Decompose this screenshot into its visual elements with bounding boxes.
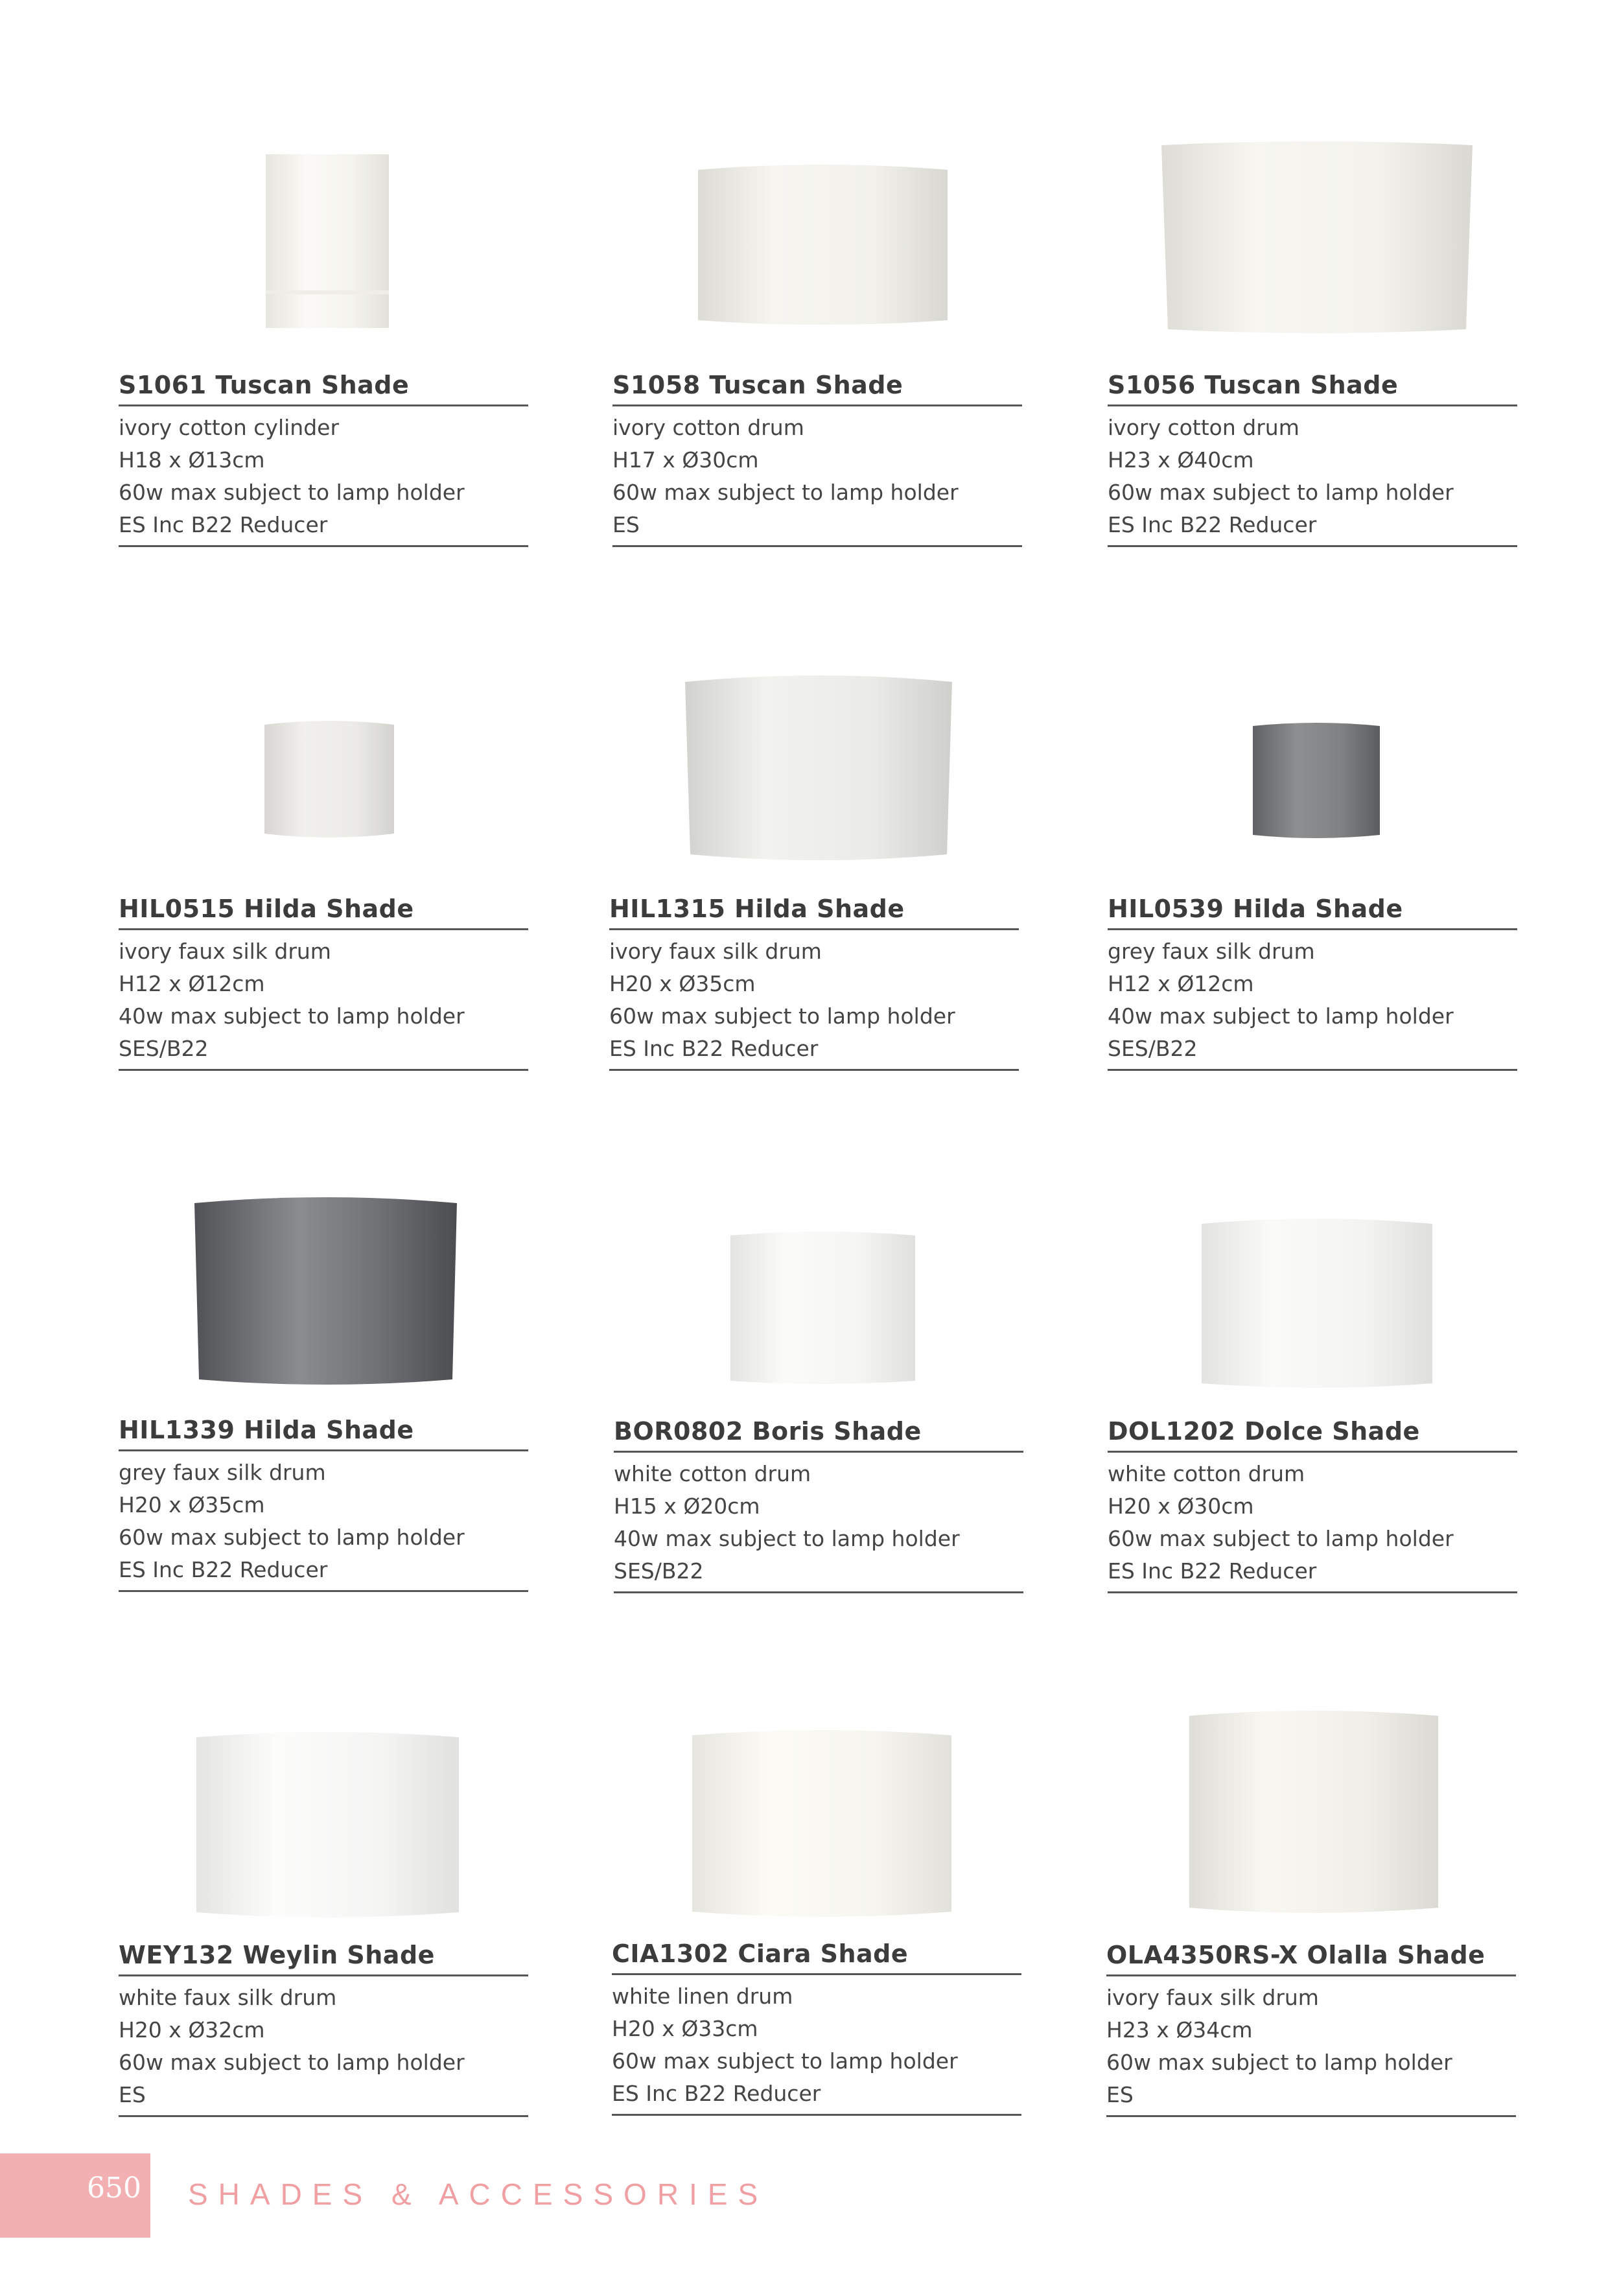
spec-material: white cotton drum	[1108, 1461, 1305, 1486]
spec-fitting: SES/B22	[1108, 1036, 1198, 1061]
shade-image	[685, 672, 952, 863]
product-title: S1061 Tuscan Shade	[119, 368, 528, 406]
spec-material: white faux silk drum	[119, 1985, 337, 2010]
product-title: HIL0515 Hilda Shade	[119, 892, 528, 930]
spec-material: ivory faux silk drum	[1106, 1985, 1319, 2010]
spec-fitting: SES/B22	[614, 1558, 704, 1584]
spec-dimensions: H20 x Ø33cm	[612, 2016, 758, 2041]
spec-dimensions: H15 x Ø20cm	[614, 1494, 760, 1519]
spec-material: grey faux silk drum	[119, 1460, 326, 1485]
spec-material: white cotton drum	[614, 1461, 811, 1486]
spec-fitting: ES	[119, 2082, 146, 2107]
product-specs	[612, 1975, 1021, 2116]
spec-dimensions: H20 x Ø30cm	[1108, 1494, 1254, 1519]
spec-dimensions: H12 x Ø12cm	[119, 971, 265, 996]
spec-wattage: 60w max subject to lamp holder	[119, 2050, 465, 2075]
product-specs	[609, 930, 1019, 1071]
spec-fitting: ES Inc B22 Reducer	[1108, 512, 1317, 537]
spec-fitting: ES	[612, 512, 640, 537]
spec-material: grey faux silk drum	[1108, 939, 1315, 964]
product-specs	[119, 1451, 528, 1592]
shade-image	[1161, 140, 1473, 334]
spec-dimensions: H20 x Ø35cm	[119, 1492, 265, 1517]
spec-fitting: ES Inc B22 Reducer	[119, 1557, 328, 1582]
shade-image	[1189, 1708, 1438, 1915]
spec-wattage: 60w max subject to lamp holder	[119, 480, 465, 505]
product-title: HIL1339 Hilda Shade	[119, 1413, 528, 1451]
spec-fitting: ES Inc B22 Reducer	[609, 1036, 819, 1061]
product-specs	[1106, 1976, 1516, 2117]
product-specs	[119, 1976, 528, 2117]
product-specs	[119, 930, 528, 1071]
shade-image	[194, 1194, 457, 1387]
spec-dimensions: H17 x Ø30cm	[612, 447, 759, 473]
shade-image	[266, 154, 389, 328]
spec-wattage: 60w max subject to lamp holder	[119, 1525, 465, 1550]
spec-fitting: ES Inc B22 Reducer	[1108, 1558, 1317, 1584]
spec-dimensions: H12 x Ø12cm	[1108, 971, 1254, 996]
product-title: WEY132 Weylin Shade	[119, 1938, 528, 1976]
shade-image	[1253, 721, 1380, 840]
spec-wattage: 60w max subject to lamp holder	[1108, 480, 1454, 505]
spec-wattage: 60w max subject to lamp holder	[1108, 1526, 1454, 1551]
spec-wattage: 60w max subject to lamp holder	[612, 480, 959, 505]
shade-image	[196, 1729, 459, 1920]
product-title: HIL0539 Hilda Shade	[1108, 892, 1517, 930]
product-title: OLA4350RS-X Olalla Shade	[1106, 1938, 1516, 1976]
product-specs	[612, 406, 1022, 547]
product-title: DOL1202 Dolce Shade	[1108, 1414, 1517, 1453]
spec-dimensions: H23 x Ø34cm	[1106, 2017, 1253, 2043]
spec-wattage: 60w max subject to lamp holder	[609, 1003, 955, 1029]
spec-fitting: ES	[1106, 2082, 1134, 2107]
product-specs	[1108, 930, 1517, 1071]
spec-material: ivory faux silk drum	[119, 939, 331, 964]
spec-dimensions: H20 x Ø32cm	[119, 2017, 265, 2043]
shade-image	[264, 718, 394, 840]
spec-wattage: 60w max subject to lamp holder	[1106, 2050, 1452, 2075]
spec-wattage: 40w max subject to lamp holder	[614, 1526, 960, 1551]
spec-material: white linen drum	[612, 1984, 793, 2009]
product-specs	[1108, 406, 1517, 547]
shade-image	[698, 162, 948, 328]
spec-fitting: ES Inc B22 Reducer	[612, 2081, 821, 2106]
spec-material: ivory cotton drum	[1108, 415, 1299, 440]
section-title: SHADES & ACCESSORIES	[188, 2177, 769, 2211]
spec-material: ivory cotton drum	[612, 415, 804, 440]
spec-dimensions: H20 x Ø35cm	[609, 971, 756, 996]
spec-fitting: ES Inc B22 Reducer	[119, 512, 328, 537]
product-title: S1056 Tuscan Shade	[1108, 368, 1517, 406]
product-title: S1058 Tuscan Shade	[612, 368, 1022, 406]
product-title: CIA1302 Ciara Shade	[612, 1937, 1021, 1975]
spec-wattage: 60w max subject to lamp holder	[612, 2048, 958, 2074]
spec-dimensions: H18 x Ø13cm	[119, 447, 265, 473]
product-title: HIL1315 Hilda Shade	[609, 892, 1019, 930]
shade-image	[1202, 1216, 1432, 1390]
product-specs	[1108, 1453, 1517, 1593]
spec-fitting: SES/B22	[119, 1036, 209, 1061]
product-title: BOR0802 Boris Shade	[614, 1414, 1023, 1453]
product-specs	[614, 1453, 1023, 1593]
spec-wattage: 40w max subject to lamp holder	[119, 1003, 465, 1029]
product-specs	[119, 406, 528, 547]
spec-material: ivory cotton cylinder	[119, 415, 340, 440]
spec-material: ivory faux silk drum	[609, 939, 822, 964]
spec-dimensions: H23 x Ø40cm	[1108, 447, 1254, 473]
page-number: 650	[87, 2172, 141, 2205]
spec-wattage: 40w max subject to lamp holder	[1108, 1003, 1454, 1029]
shade-image	[692, 1728, 951, 1919]
shade-image	[730, 1229, 915, 1386]
